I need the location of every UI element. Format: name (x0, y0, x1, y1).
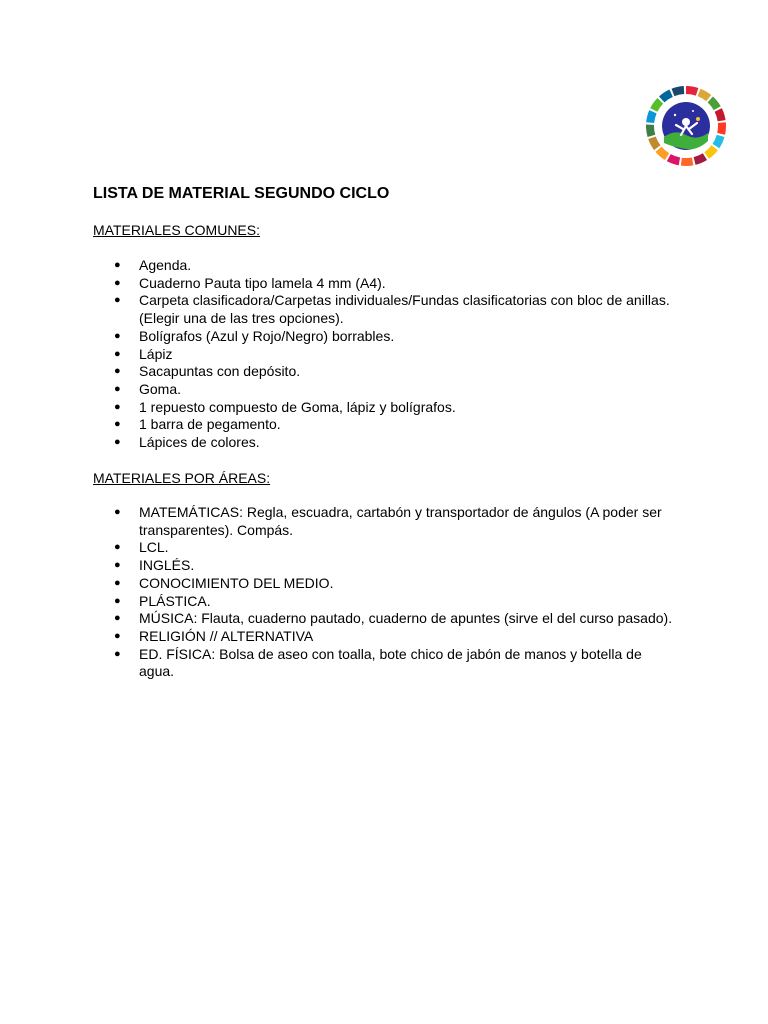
list-item (93, 539, 678, 557)
list-item-text: 1 barra de pegamento. (139, 416, 281, 433)
bullet-icon: ● (114, 612, 121, 625)
bullet-icon: ● (114, 259, 121, 271)
bullet-icon: ● (114, 365, 121, 378)
list-item (93, 434, 678, 452)
list-item (93, 593, 678, 611)
list-item-text: MÚSICA: Flauta, cuaderno pautado, cuaderno de apuntes (sirve el del curso pasado). (139, 610, 673, 627)
list-materiales-por-areas (93, 504, 678, 681)
section-heading-materiales-comunes: MATERIALES COMUNES: (93, 222, 260, 238)
bullet-icon: ● (114, 647, 121, 660)
list-item (93, 292, 678, 327)
bullet-icon: ● (114, 329, 121, 342)
bullet-icon: ● (114, 506, 121, 518)
list-item (93, 346, 678, 364)
list-item-text: CONOCIMIENTO DEL MEDIO. (139, 574, 334, 591)
school-logo (645, 85, 727, 167)
bullet-icon: ● (114, 347, 121, 360)
list-materiales-comunes (93, 257, 678, 452)
bullet-icon: ● (114, 594, 121, 607)
list-item (93, 363, 678, 381)
bullet-icon: ● (114, 576, 121, 589)
bullet-icon: ● (114, 294, 121, 307)
list-item-text: 1 repuesto compuesto de Goma, lápiz y bolígrafos. (139, 398, 456, 415)
list-item (93, 381, 678, 399)
bullet-icon: ● (114, 418, 121, 431)
list-item (93, 628, 678, 646)
list-item-text: Cuaderno Pauta tipo lamela 4 mm (A4). (139, 274, 386, 291)
list-item (93, 504, 678, 539)
bullet-icon: ● (114, 382, 121, 395)
list-item (93, 257, 678, 275)
list-item (93, 416, 678, 434)
list-item-text: Sacapuntas con depósito. (139, 363, 301, 380)
list-item-text: Bolígrafos (Azul y Rojo/Negro) borrables. (139, 327, 395, 344)
list-item-text: Lápiz (139, 345, 173, 362)
bullet-icon: ● (114, 436, 121, 449)
logo-ring-segment (672, 86, 685, 96)
list-item-text: Carpeta clasificadora/Carpetas individuales/Fundas clasificatorias con bloc de anillas. (Elegir una de las tres opciones). (139, 292, 670, 327)
page-title: LISTA DE MATERIAL SEGUNDO CICLO (93, 185, 390, 202)
list-item (93, 646, 678, 681)
list-item-text: LCL. (139, 539, 169, 556)
logo-ring-segment (686, 86, 698, 96)
bullet-icon: ● (114, 559, 121, 572)
bullet-icon: ● (114, 400, 121, 413)
logo-ring-segment (715, 108, 726, 121)
list-item-text: Agenda. (139, 257, 192, 273)
list-item (93, 557, 678, 575)
list-item-text: ED. FÍSICA: Bolsa de aseo con toalla, bote chico de jabón de manos y botella de agua. (139, 645, 642, 680)
list-item-text: Lápices de colores. (139, 434, 260, 451)
logo-ring-segment (681, 157, 694, 166)
bullet-icon: ● (114, 629, 121, 642)
logo-ring-segment (646, 125, 655, 137)
bullet-icon: ● (114, 276, 121, 289)
list-item-text: MATEMÁTICAS: Regla, escuadra, cartabón y transportador de ángulos (A poder ser transparentes). Compás. (139, 504, 662, 538)
logo-ring-segment (717, 122, 726, 134)
list-item-text: INGLÉS. (139, 557, 195, 574)
bullet-icon: ● (114, 541, 121, 554)
list-item-text: Goma. (139, 380, 182, 397)
section-heading-materiales-por-areas: MATERIALES POR ÁREAS: (93, 470, 271, 486)
list-item (93, 610, 678, 628)
list-item-text: PLÁSTICA. (139, 592, 211, 609)
logo-ring-segment (646, 110, 656, 123)
list-item (93, 275, 678, 293)
list-item (93, 399, 678, 417)
list-item (93, 328, 678, 346)
list-item (93, 575, 678, 593)
list-item-text: RELIGIÓN // ALTERNATIVA (139, 627, 314, 644)
